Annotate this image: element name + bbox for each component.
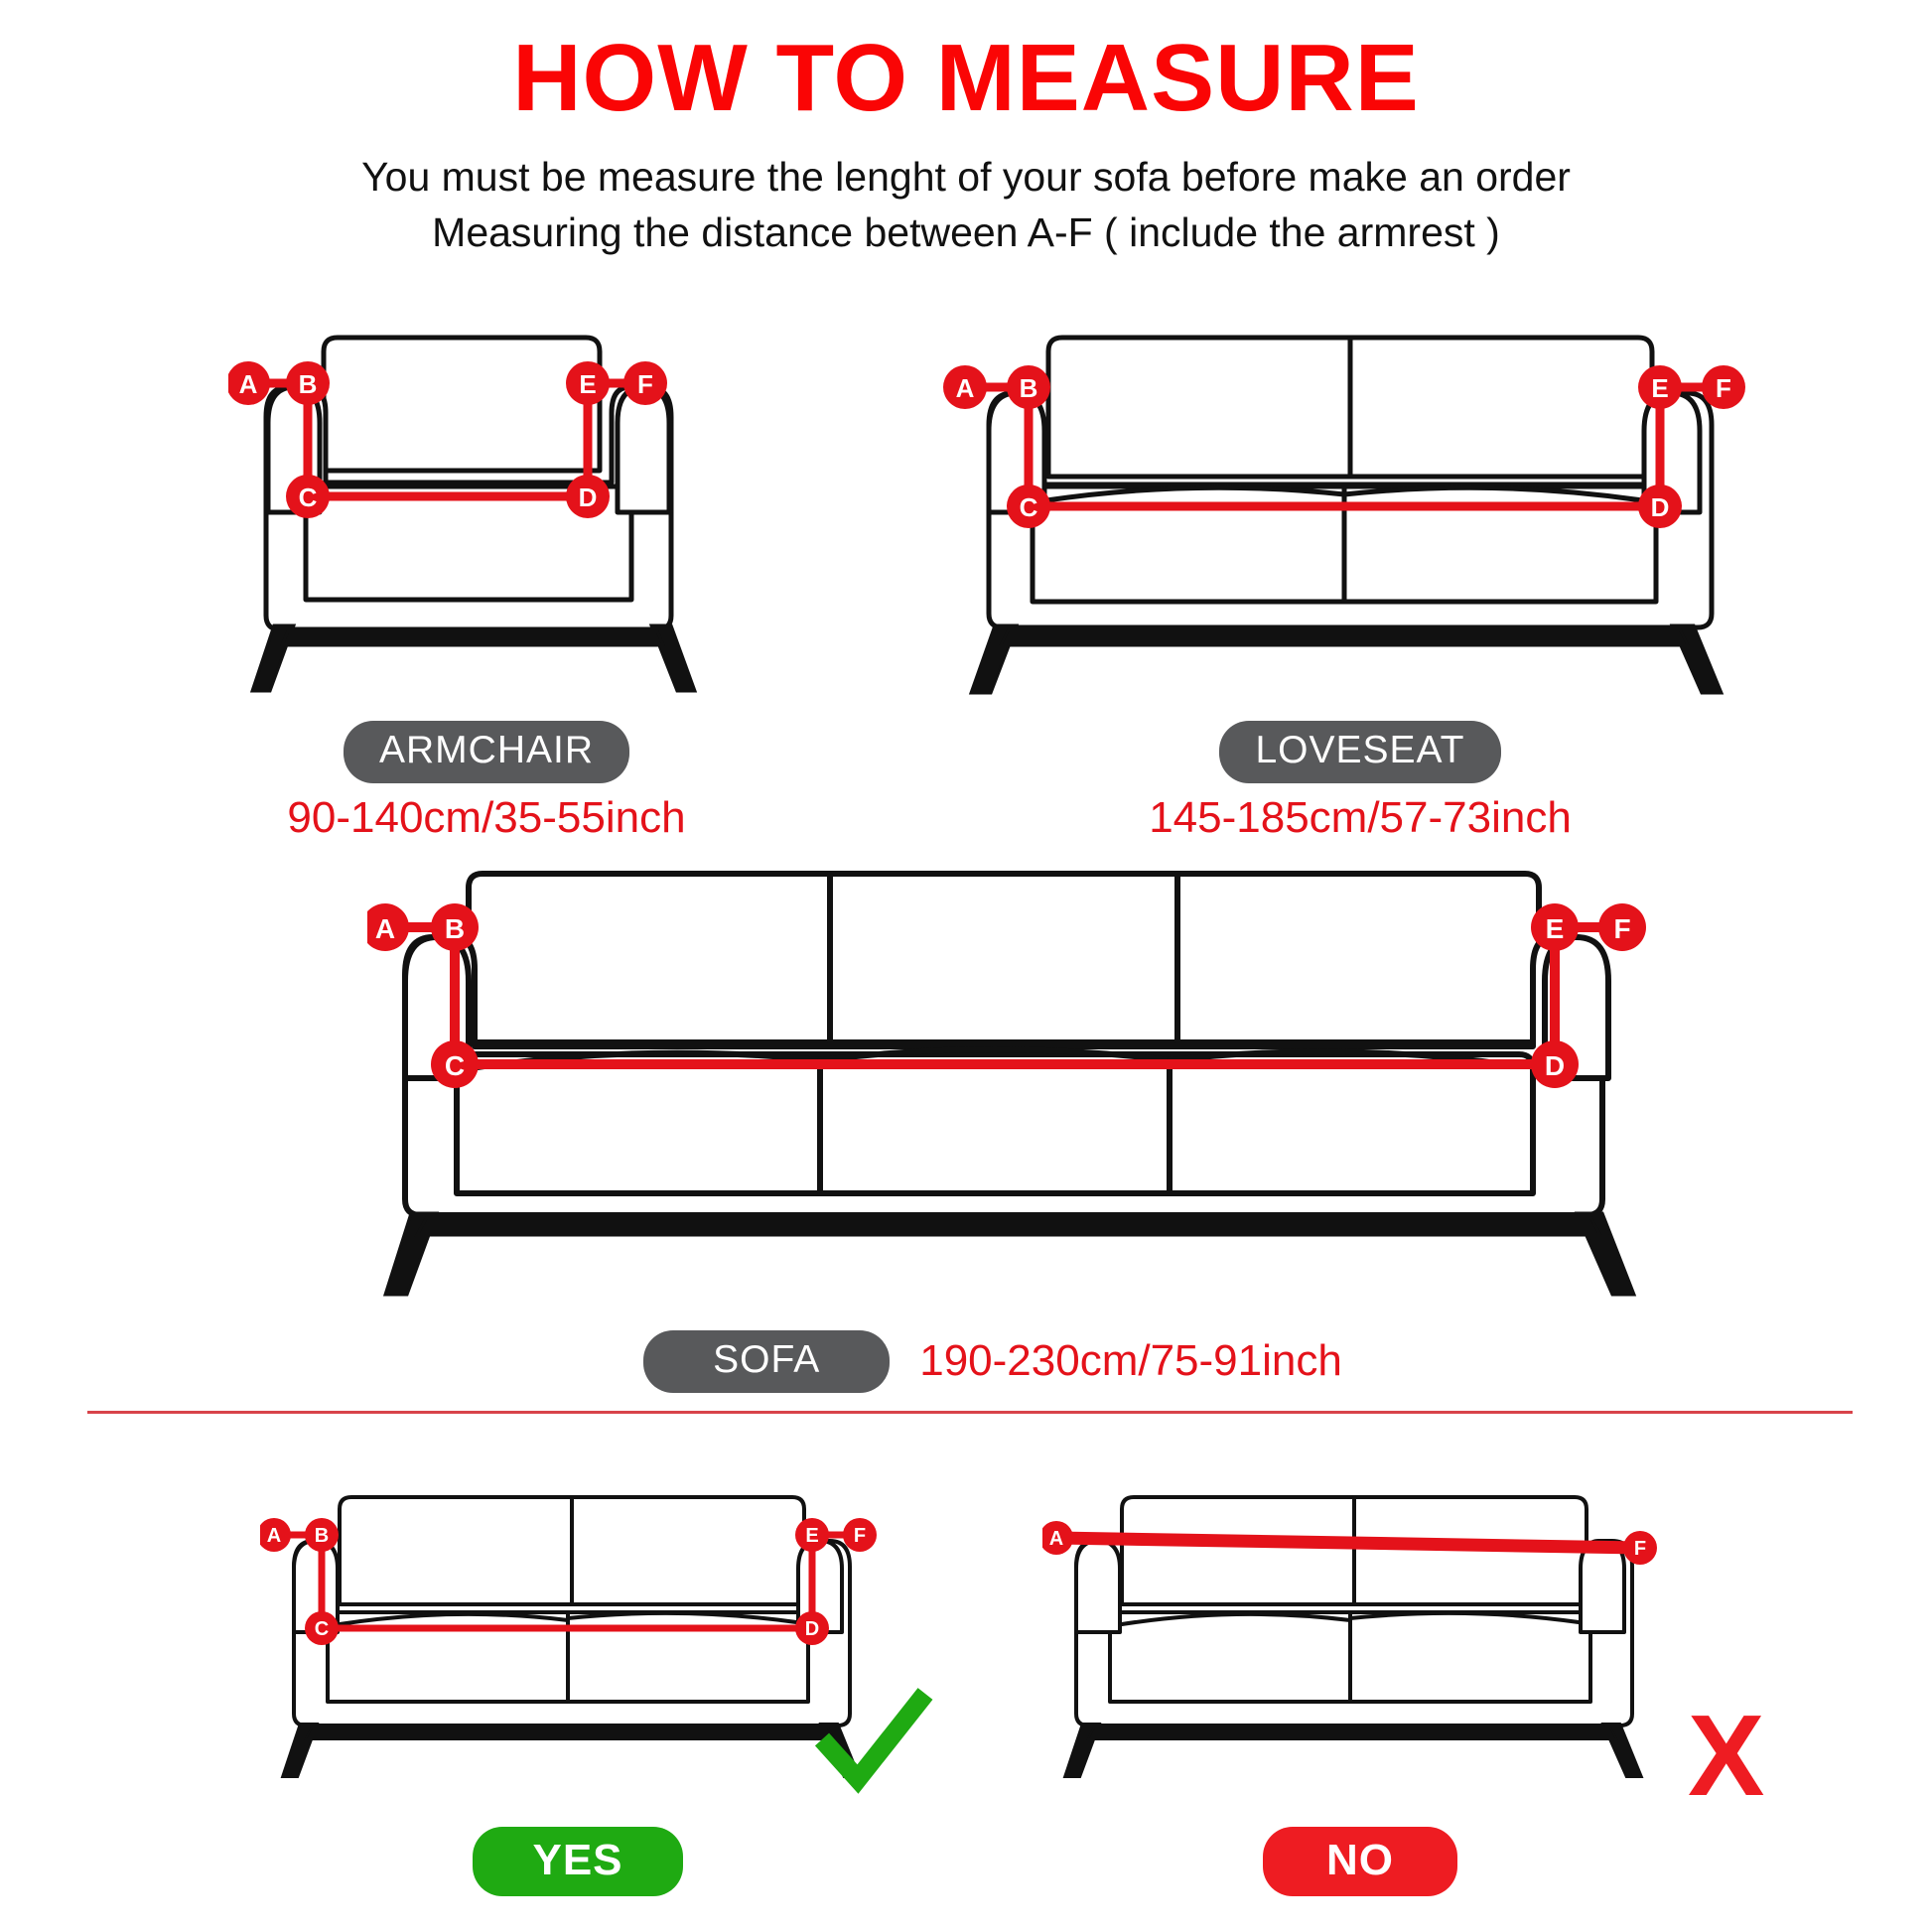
sofa-label-group [596, 1330, 1390, 1393]
svg-text:E: E [1651, 373, 1669, 403]
sofa-illustration [367, 864, 1648, 1340]
page-title: HOW TO MEASURE [512, 25, 1420, 131]
loveseat-label: LOVESEAT [1219, 721, 1500, 783]
subtitle-line-1: You must be measure the lenght of your sofa before make an order [361, 153, 1571, 200]
svg-text:D: D [804, 1618, 820, 1640]
svg-text:E: E [579, 369, 597, 399]
correct-example-diagram [260, 1489, 896, 1797]
svg-text:B: B [1019, 373, 1038, 403]
svg-text:F: F [1633, 1538, 1647, 1560]
svg-text:C: C [444, 1050, 466, 1081]
armchair-illustration [228, 328, 745, 725]
check-icon-svg [814, 1688, 933, 1797]
x-mark-label: X [1688, 1691, 1765, 1820]
svg-text:E: E [1545, 913, 1565, 944]
svg-text:F: F [1613, 913, 1631, 944]
loveseat-illustration [943, 328, 1777, 725]
sofa-dimension: 190-230cm/75-91inch [919, 1336, 1342, 1386]
loveseat-diagram [943, 328, 1777, 725]
yes-badge: YES [473, 1827, 682, 1896]
svg-text:A: A [374, 913, 396, 944]
svg-text:A: A [955, 373, 975, 403]
svg-text:A: A [266, 1525, 282, 1547]
loveseat-label-group [1013, 721, 1708, 783]
subtitle-line-2: Measuring the distance between A-F ( include the armrest ) [432, 209, 1500, 256]
svg-text:D: D [1650, 492, 1670, 522]
no-badge: NO [1263, 1827, 1457, 1896]
svg-text:B: B [298, 369, 318, 399]
incorrect-loveseat-illustration [1042, 1489, 1678, 1797]
no-badge-group [1042, 1827, 1678, 1896]
svg-text:B: B [314, 1525, 330, 1547]
svg-text:D: D [578, 483, 598, 512]
armchair-dimension: 90-140cm/35-55inch [287, 793, 686, 842]
section-divider [87, 1411, 1853, 1414]
svg-text:D: D [1544, 1050, 1566, 1081]
svg-text:A: A [238, 369, 258, 399]
page-subtitle [0, 149, 1932, 261]
svg-text:C: C [314, 1618, 330, 1640]
svg-text:C: C [298, 483, 318, 512]
x-mark-icon [1688, 1691, 1765, 1820]
sofa-label: SOFA [643, 1330, 890, 1393]
svg-text:F: F [1716, 373, 1731, 403]
incorrect-example-diagram [1042, 1489, 1678, 1797]
armchair-label-group [159, 721, 814, 783]
svg-text:F: F [853, 1525, 867, 1547]
sofa-diagram [367, 864, 1648, 1340]
svg-text:B: B [444, 913, 466, 944]
svg-text:A: A [1048, 1528, 1064, 1550]
armchair-label: ARMCHAIR [344, 721, 629, 783]
svg-text:E: E [805, 1525, 819, 1547]
svg-text:C: C [1019, 492, 1038, 522]
armchair-diagram [228, 328, 745, 725]
yes-badge-group [260, 1827, 896, 1896]
svg-text:F: F [637, 369, 653, 399]
check-mark-icon [814, 1688, 933, 1802]
loveseat-dimension: 145-185cm/57-73inch [1149, 793, 1572, 842]
correct-loveseat-illustration [260, 1489, 896, 1797]
